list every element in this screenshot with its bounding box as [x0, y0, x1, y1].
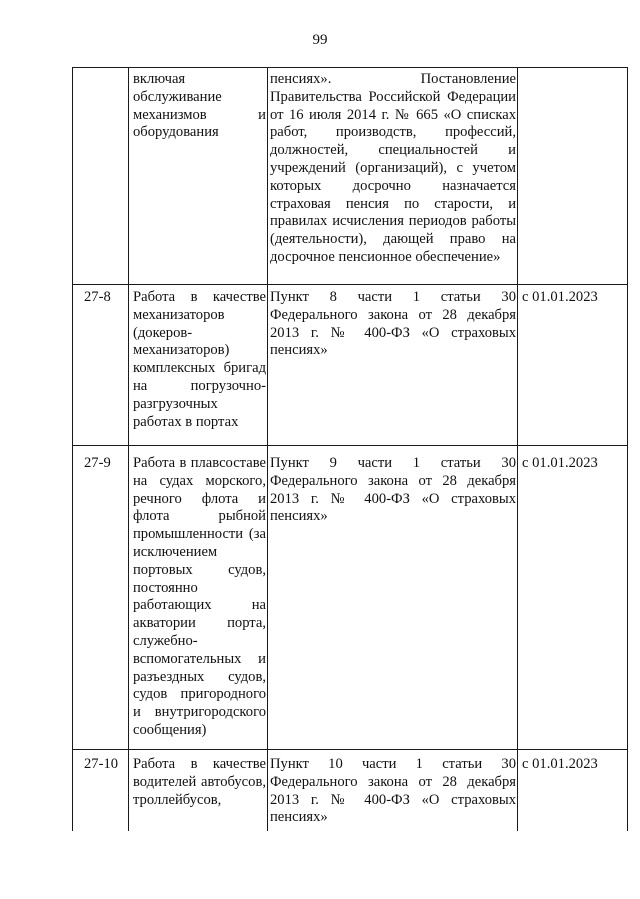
table-row-divider: [72, 749, 628, 750]
table-cell-legal-basis: Пункт 9 части 1 статьи 30 Федерального закона от 28 декабря 2013 г. № 400-ФЗ «О страховых пенсиях»: [270, 455, 516, 525]
page-number: 99: [312, 32, 328, 48]
table-column-divider: [267, 67, 268, 831]
table-row-divider: [72, 284, 628, 285]
table-column-divider: [517, 67, 518, 831]
table-cell-number: 27-10: [84, 756, 119, 772]
table-cell-number: 27-9: [84, 455, 111, 471]
table-row-divider: [72, 445, 628, 446]
table-cell-number: 27-8: [84, 289, 111, 305]
table-cell-description: Работа в плавсоставе на судах морского, речного флота и флота рыбной промышленности (за исключением портовых судов, постоянно работающих на акватории порта, служебно-вспомогательных и разъездных судов, судов пригородного и внутригородского сообщения): [133, 455, 266, 738]
table-cell-legal-basis: Пункт 10 части 1 статьи 30 Федерального закона от 28 декабря 2013 г. № 400-ФЗ «О страховых пенсиях»: [270, 756, 516, 826]
table-border-top: [72, 67, 628, 68]
table-border-right: [627, 67, 628, 831]
table-cell-effective-date: с 01.01.2023: [522, 756, 598, 772]
table-cell-effective-date: с 01.01.2023: [522, 455, 598, 471]
table-cell-effective-date: с 01.01.2023: [522, 289, 598, 305]
table-cell-legal-basis: Пункт 8 части 1 статьи 30 Федерального закона от 28 декабря 2013 г. № 400-ФЗ «О страховых пенсиях»: [270, 289, 516, 359]
table-border-left: [72, 67, 73, 831]
table-cell-description: Работа в качестве механизаторов (докеров-механизаторов) комплексных бригад на погрузочно-разгрузочных работах в портах: [133, 289, 266, 430]
table-cell-legal-basis: пенсиях». Постановление Правительства Российской Федерации от 16 июля 2014 г. № 665 «О списках работ, производств, профессий, должностей, специальностей и учреждений (организаций), с учетом которых досрочно назначается страховая пенсия по старости, и правилах исчисления периодов работы (деятельности), дающей право на досрочное пенсионное обеспечение»: [270, 71, 516, 265]
table-cell-description: Работа в качестве водителей автобусов, троллейбусов,: [133, 756, 266, 808]
table-cell-description: включая обслуживание механизмов и оборудования: [133, 71, 266, 141]
table-column-divider: [128, 67, 129, 831]
